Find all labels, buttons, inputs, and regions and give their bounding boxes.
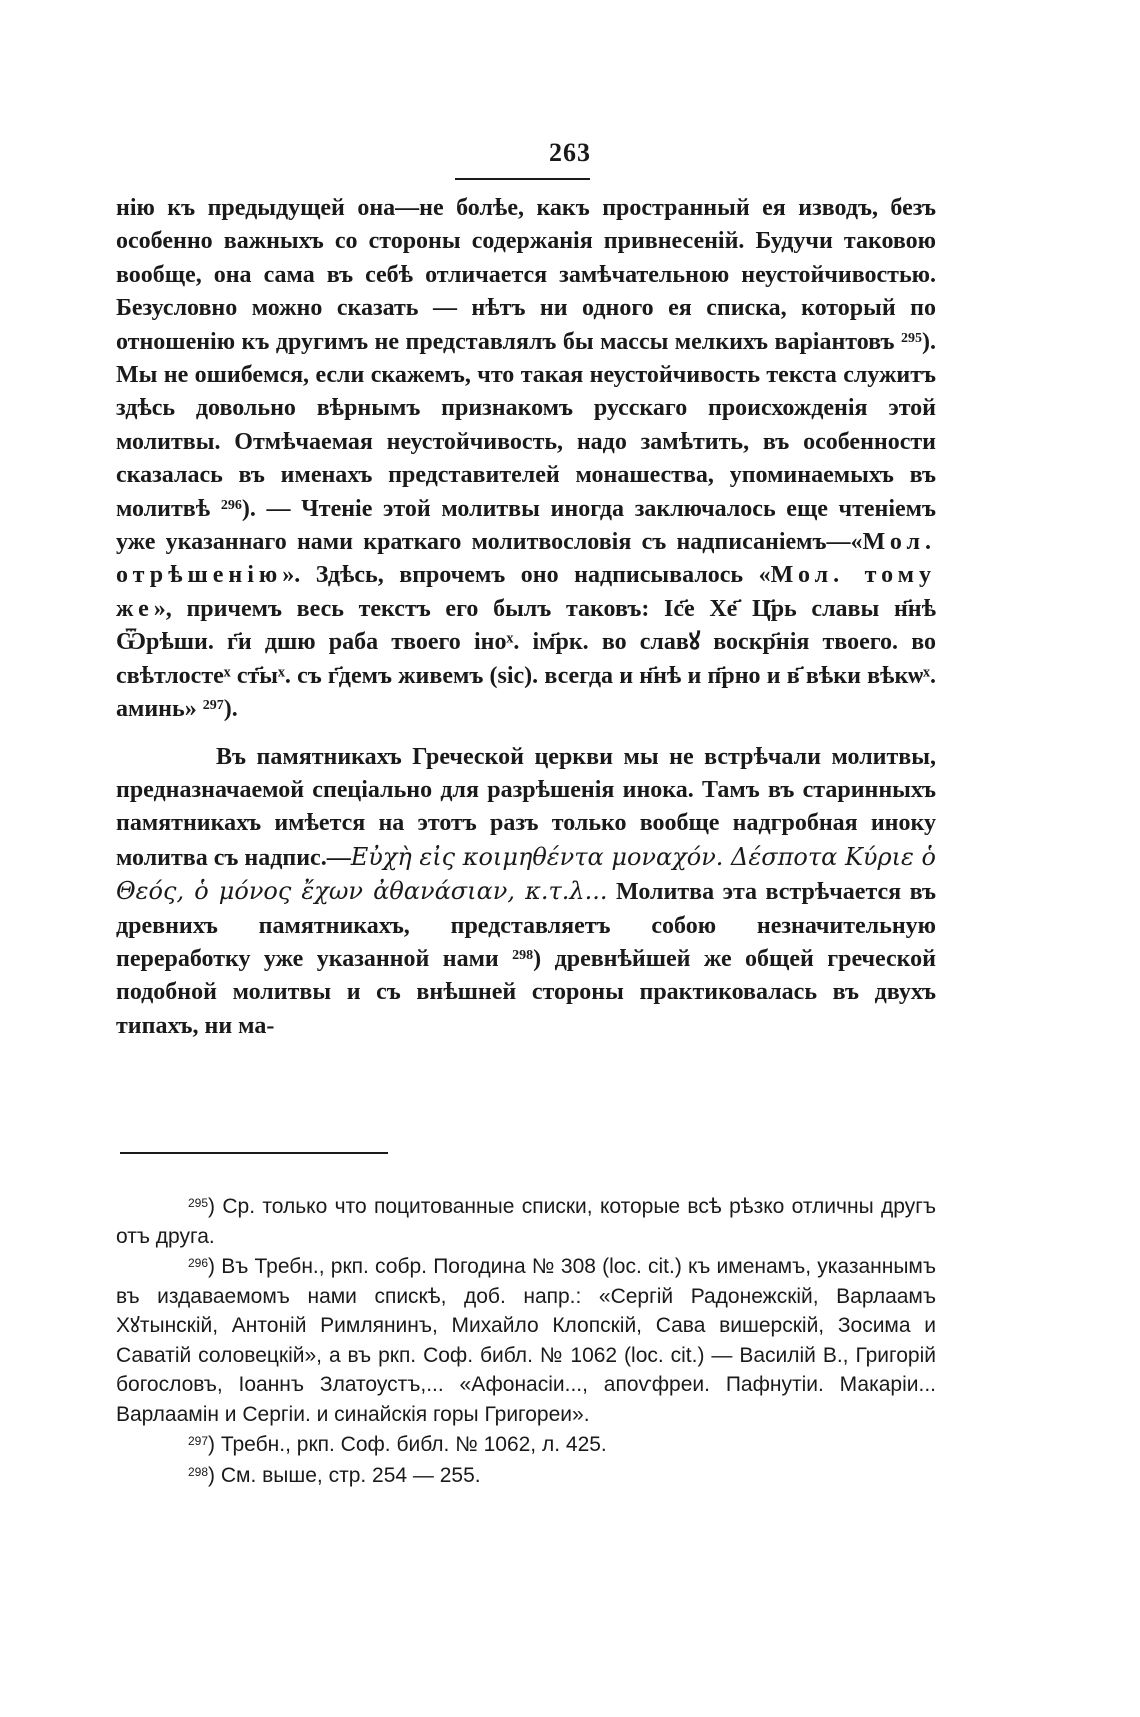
footnote-separator [120, 1152, 388, 1154]
text-run: ». Здѣсь, впрочемъ оно надписывалось « [282, 562, 771, 589]
text-run: Въ памятникахъ Греческой церкви мы не встрѣчали молитвы, предназначаемой спеціально для разрѣшенія инока. Тамъ въ старинныхъ памятникахъ имѣется на этотъ разъ только вообще надгробная иноку молитва съ надпис.— [116, 743, 936, 871]
footnote-number: 295 [188, 1196, 209, 1210]
footnote-text: ) См. выше, стр. 254 — 255. [208, 1463, 481, 1487]
footnote [116, 1461, 936, 1491]
text-run: ). — Чтеніе этой молитвы иногда заключалось еще чтеніемъ уже указаннаго нами краткаго молитвословія съ надписаніемъ—« [116, 495, 937, 556]
footnote-number: 298 [188, 1464, 209, 1479]
text-run: Молитва эта встрѣчается въ древнихъ памятникахъ, представляетъ собою незначительную переработку уже указанной нами [116, 879, 937, 972]
footnote-text: ) Ср. только что поцитованные списки, которые всѣ рѣзко отличны другъ отъ друга. [116, 1195, 936, 1248]
footnotes [116, 1192, 936, 1491]
paragraph [116, 192, 936, 727]
spaced-title: Мол. отрѣшенію [116, 529, 936, 589]
footnote-number: 297 [188, 1434, 209, 1448]
footnote-reference[interactable]: 296 [220, 497, 242, 513]
spaced-title: Мол. тому же [116, 562, 936, 622]
main-text [116, 192, 936, 1043]
footnote-text: ) Въ Требн., ркп. собр. Погодина № 308 (loc. cit.) къ именамъ, указаннымъ въ издаваемомъ нами спискѣ, доб. напр.: «Сергій Радонежскій, Варлаамъ Хꙋтынскій, Антоній Римлянинъ, Михайло Клопскій, Сава вишерскій, Зосима и Саватій соловецкій», а въ ркп. Соф. библ. № 1062 (loc. cit.) — Василій В., Григорій богословъ, Іоаннъ Златоустъ,... «Афонасіи..., апоѵфреи. Пафнутіи. Макаріи... Варлаамін и Сергіи. и синайскія горы Григореи». [116, 1255, 936, 1426]
text-run: ) древнѣйшей же общей греческой подобной молитвы и съ внѣшней стороны практиковалась въ двухъ типахъ, ни ма- [116, 945, 936, 1039]
greek-quotation: Εὐχὴ εἰς κοιμηθέντα μοναχόν. Δέσποτα Κύριε ὁ Θεός, ὁ μόνος ἔχων ἀθανάσιαν, κ.τ.λ... [116, 842, 936, 906]
footnote [116, 1252, 936, 1429]
footnote-number: 296 [188, 1256, 209, 1270]
footnote [116, 1192, 936, 1251]
paragraph [116, 741, 936, 1044]
text-run: ). Мы не ошибемся, если скажемъ, что такая неустойчивость текста служитъ здѣсь довольно вѣрнымъ признакомъ русскаго происхожденія этой молитвы. Отмѣчаемая неустойчивость, надо замѣтить, въ особенности сказалась въ именахъ представителей монашества, упоминаемыхъ въ молитвѣ [116, 328, 936, 522]
text-run: », причемъ весь текстъ его былъ таковъ: Iс҃е Хе҃ Ц҃рь славы н҃нѣ Ѿрѣши. г҃и дшю раба твоего іноˣ. ім҃рк. во славꙋ воскр҃нія твоего. во свѣтлостеˣ ст҃ыˣ. съ г҃демъ живемъ (sic). всегда и н҃нѣ и п҃рно и в҃ вѣки вѣкѡˣ. аминь» [116, 595, 936, 723]
footnote-reference[interactable]: 297 [202, 698, 224, 714]
footnote [116, 1430, 936, 1460]
page-number: 263 [549, 138, 591, 167]
page-number-rule [455, 178, 590, 180]
footnote-reference[interactable]: 298 [512, 947, 534, 963]
text-run: ). [223, 696, 238, 723]
footnote-text: ) Требн., ркп. Соф. библ. № 1062, л. 425. [208, 1433, 607, 1456]
text-run: нію къ предыдущей она—не болѣе, какъ пространный ея изводъ, безъ особенно важныхъ со стороны содержанія привнесеній. Будучи таковою вообще, она сама въ себѣ отличается замѣчательною неустойчивостью. Безусловно можно сказать — нѣтъ ни одного ея списка, который по отношенію къ другимъ не представлялъ бы массы мелкихъ варіантовъ [116, 195, 936, 355]
footnote-reference[interactable]: 295 [901, 330, 922, 346]
